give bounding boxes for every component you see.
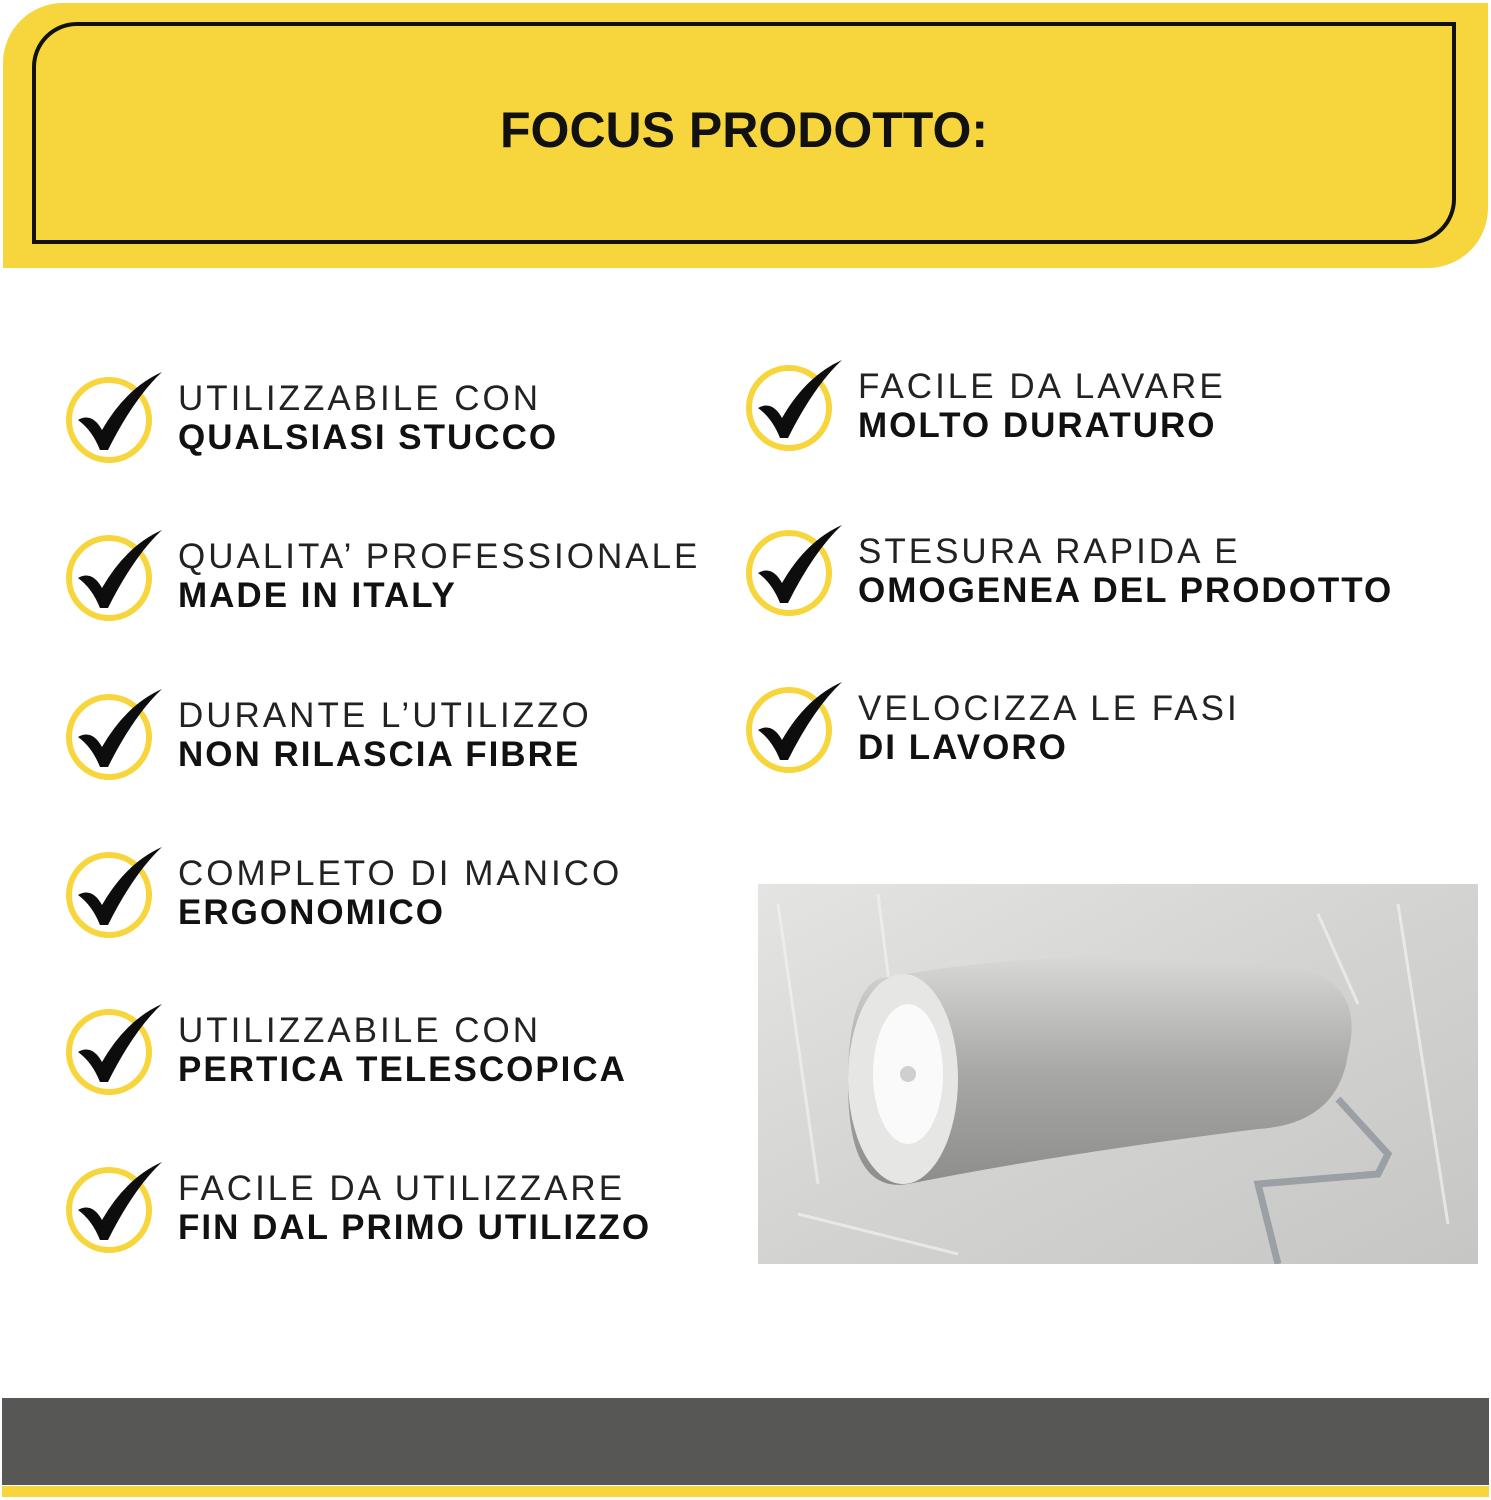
feature-line-2: OMOGENEA DEL PRODOTTO: [858, 571, 1394, 610]
feature-line-1: STESURA RAPIDA E: [858, 532, 1241, 571]
paint-roller-photo: [758, 884, 1478, 1264]
feature-item: [64, 843, 622, 943]
feature-item: [744, 521, 1393, 621]
feature-text: [858, 689, 1240, 767]
feature-item: [64, 1000, 627, 1100]
feature-item: [64, 1158, 651, 1258]
check-circle-icon: [64, 526, 164, 626]
footer-accent-strip: [2, 1486, 1489, 1497]
feature-line-2: PERTICA TELESCOPICA: [178, 1050, 627, 1089]
header-banner: [3, 3, 1488, 268]
feature-line-2: MADE IN ITALY: [178, 576, 457, 615]
feature-line-1: UTILIZZABILE CON: [178, 379, 542, 418]
feature-item: [64, 526, 700, 626]
check-circle-icon: [744, 678, 844, 778]
feature-text: [178, 1169, 651, 1247]
feature-text: [178, 854, 622, 932]
feature-line-1: FACILE DA LAVARE: [858, 367, 1226, 406]
feature-line-1: COMPLETO DI MANICO: [178, 854, 623, 893]
feature-line-1: QUALITA’ PROFESSIONALE: [178, 537, 701, 576]
feature-line-1: FACILE DA UTILIZZARE: [178, 1169, 626, 1208]
feature-line-2: MOLTO DURATURO: [858, 406, 1217, 445]
feature-line-2: NON RILASCIA FIBRE: [178, 735, 581, 774]
feature-text: [178, 1011, 627, 1089]
feature-text: [858, 532, 1393, 610]
footer-bar: [2, 1398, 1489, 1485]
feature-line-1: UTILIZZABILE CON: [178, 1011, 542, 1050]
feature-item: [744, 356, 1226, 456]
check-circle-icon: [744, 356, 844, 456]
feature-text: [178, 696, 592, 774]
check-circle-icon: [64, 685, 164, 785]
feature-item: [64, 685, 592, 785]
feature-text: [178, 537, 700, 615]
feature-text: [178, 379, 558, 457]
check-circle-icon: [64, 843, 164, 943]
header-frame: [32, 22, 1456, 244]
feature-line-1: VELOCIZZA LE FASI: [858, 689, 1240, 728]
feature-line-1: DURANTE L’UTILIZZO: [178, 696, 592, 735]
feature-line-2: ERGONOMICO: [178, 893, 445, 932]
check-circle-icon: [64, 368, 164, 468]
feature-text: [858, 367, 1226, 445]
check-circle-icon: [744, 521, 844, 621]
check-circle-icon: [64, 1000, 164, 1100]
feature-item: [64, 368, 558, 468]
feature-line-2: FIN DAL PRIMO UTILIZZO: [178, 1208, 652, 1247]
check-circle-icon: [64, 1158, 164, 1258]
feature-line-2: QUALSIASI STUCCO: [178, 418, 559, 457]
feature-line-2: DI LAVORO: [858, 728, 1068, 767]
page-title: FOCUS PRODOTTO:: [500, 102, 988, 158]
feature-item: [744, 678, 1240, 778]
